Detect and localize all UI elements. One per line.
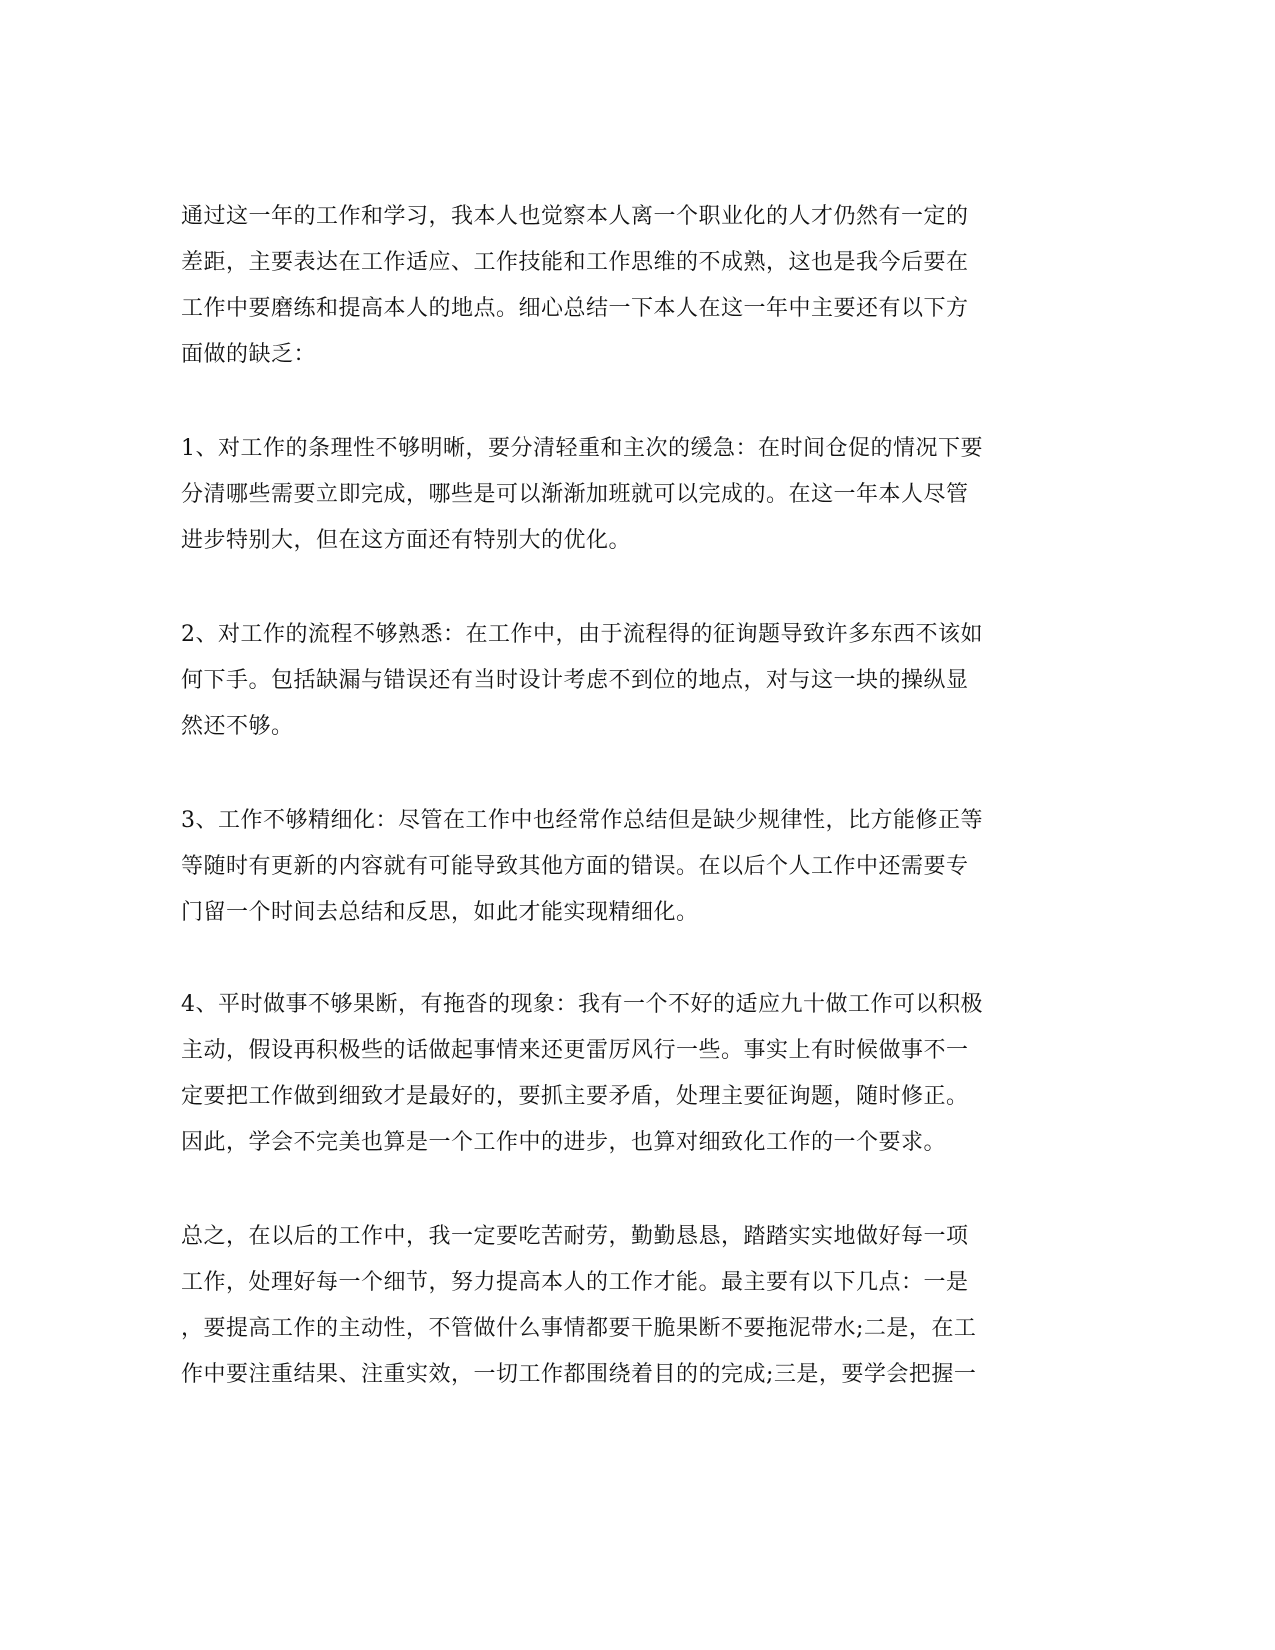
text-line: 进步特别大，但在这方面还有特别大的优化。 [181, 528, 632, 553]
text-line: 因此，学会不完美也算是一个工作中的进步，也算对细致化工作的一个要求。 [181, 1130, 947, 1155]
text-line: 工作中要磨练和提高本人的地点。细心总结一下本人在这一年中主要还有以下方 [181, 296, 969, 321]
text-line: 4、平时做事不够果断，有拖沓的现象：我有一个不好的适应九十做工作可以积极 [181, 992, 983, 1017]
text-line: 门留一个时间去总结和反思，如此才能实现精细化。 [181, 900, 699, 925]
text-line: 1、对工作的条理性不够明晰，要分清轻重和主次的缓急：在时间仓促的情况下要 [181, 436, 983, 461]
text-line: 通过这一年的工作和学习，我本人也觉察本人离一个职业化的人才仍然有一定的 [181, 204, 969, 229]
text-line: 总之，在以后的工作中，我一定要吃苦耐劳，勤勤恳恳，踏踏实实地做好每一项 [181, 1224, 969, 1249]
text-line: 面做的缺乏： [181, 342, 317, 367]
text-line: 3、工作不够精细化：尽管在工作中也经常作总结但是缺少规律性，比方能修正等 [181, 808, 983, 833]
text-line: 何下手。包括缺漏与错误还有当时设计考虑不到位的地点，对与这一块的操纵显 [181, 668, 969, 693]
text-line: 然还不够。 [181, 714, 294, 739]
text-line: 分清哪些需要立即完成，哪些是可以渐渐加班就可以完成的。在这一年本人尽管 [181, 482, 969, 507]
text-line: 主动，假设再积极些的话做起事情来还更雷厉风行一些。事实上有时候做事不一 [181, 1038, 969, 1063]
text-line: 工作，处理好每一个细节，努力提高本人的工作才能。最主要有以下几点：一是 [181, 1270, 969, 1295]
text-line: 作中要注重结果、注重实效，一切工作都围绕着目的的完成;三是，要学会把握一 [181, 1362, 977, 1387]
text-line: 差距，主要表达在工作适应、工作技能和工作思维的不成熟，这也是我今后要在 [181, 250, 969, 275]
text-line: ，要提高工作的主动性，不管做什么事情都要干脆果断不要拖泥带水;二是，在工 [181, 1316, 977, 1341]
text-line: 2、对工作的流程不够熟悉：在工作中，由于流程得的征询题导致许多东西不该如 [181, 622, 983, 647]
text-line: 定要把工作做到细致才是最好的，要抓主要矛盾，处理主要征询题，随时修正。 [181, 1084, 969, 1109]
text-line: 等随时有更新的内容就有可能导致其他方面的错误。在以后个人工作中还需要专 [181, 854, 969, 879]
